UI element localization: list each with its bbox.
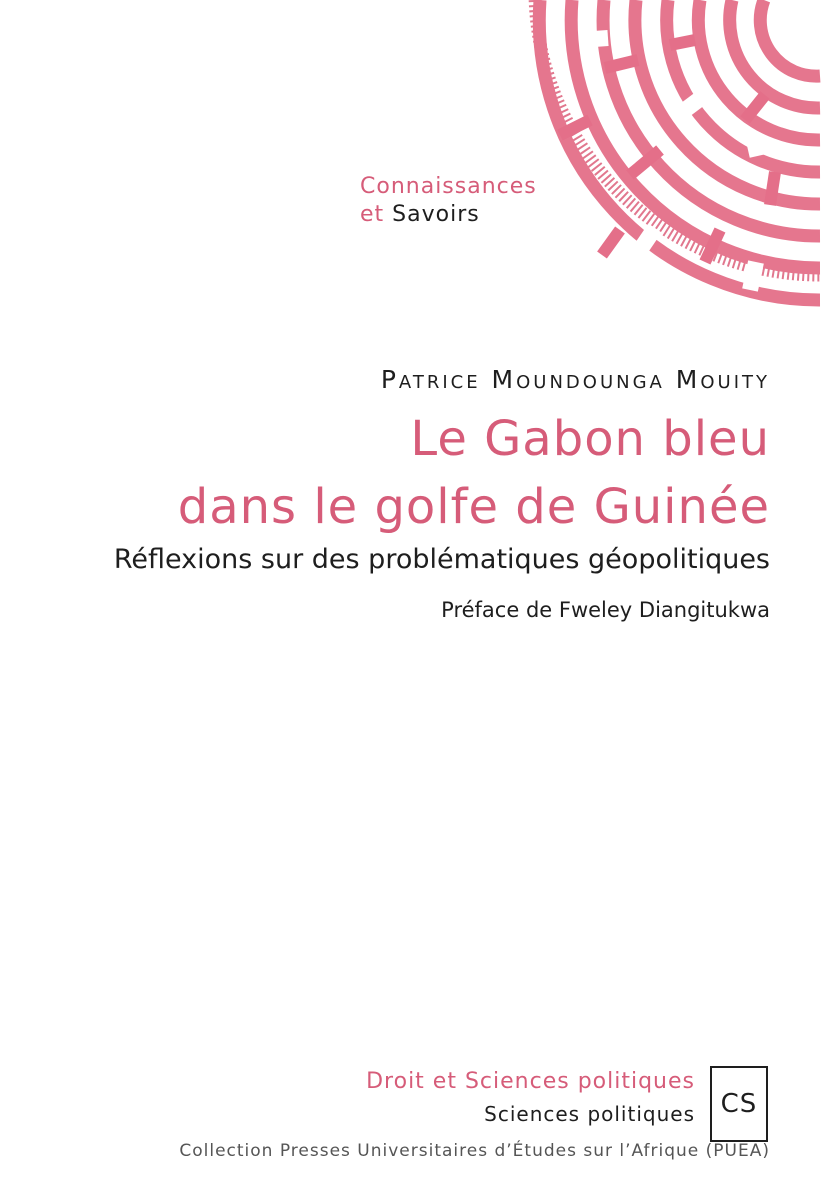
publisher-line1: Connaissances xyxy=(360,174,537,199)
series-name: Droit et Sciences politiques xyxy=(366,1069,695,1094)
publisher-line2 xyxy=(360,201,600,229)
publisher-line2-accent: et xyxy=(360,202,385,227)
labyrinth-icon xyxy=(520,0,830,320)
book-title xyxy=(10,405,770,541)
publisher-line2-dark: Savoirs xyxy=(392,202,480,227)
preface-credit: Préface de Fweley Diangitukwa xyxy=(441,598,770,622)
subseries-name: Sciences politiques xyxy=(484,1102,695,1126)
publisher-logo xyxy=(360,173,600,229)
book-subtitle: Réflexions sur des problématiques géopolitiques xyxy=(113,544,770,575)
title-line2: dans le golfe de Guinée xyxy=(177,479,770,535)
author-name: Patrice Moundounga Mouity xyxy=(380,365,770,394)
title-line1: Le Gabon bleu xyxy=(410,411,770,467)
cs-logo: CS xyxy=(710,1066,768,1142)
collection-name: Collection Presses Universitaires d’Études sur l’Afrique (PUEA) xyxy=(179,1141,770,1161)
